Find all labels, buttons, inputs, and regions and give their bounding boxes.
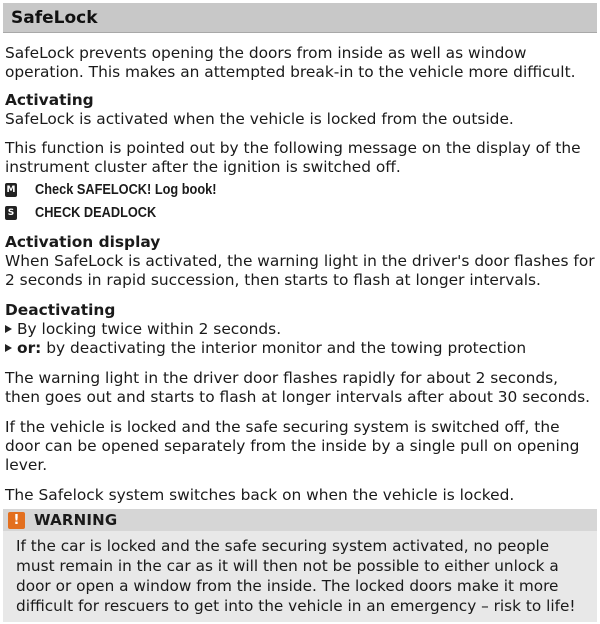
s-badge-icon: S — [5, 206, 17, 220]
deactivating-heading: Deactivating — [5, 301, 116, 319]
warning-text: If the car is locked and the safe securing system activated, no people must remain in the car as it will then not be possible to either unlock a door or open a window from the inside. The locked doors make it more difficult for rescuers to get into the vehicle in an emergency – risk to life! — [16, 537, 576, 615]
bullet-prefix: or: — [17, 339, 42, 357]
activating-heading: Activating — [5, 91, 94, 109]
main-content — [5, 44, 597, 505]
message-text: Check SAFELOCK! Log book! — [35, 181, 217, 198]
bullet-item — [5, 339, 597, 358]
deactivating-paragraph: The Safelock system switches back on when the vehicle is locked. — [5, 486, 515, 504]
activation-display-text: When SafeLock is activated, the warning light in the driver's door flashes for 2 seconds in rapid succession, then starts to flash at longer intervals. — [5, 252, 595, 289]
m-badge-icon: M — [6, 185, 16, 195]
bullet-rest: by deactivating the interior monitor and the towing protection — [41, 339, 527, 357]
bullet-triangle-icon — [5, 344, 12, 352]
deactivating-paragraph: The warning light in the driver door flashes rapidly for about 2 seconds, then goes out and starts to flash at longer intervals after about 30 seconds. — [5, 369, 591, 406]
display-messages — [5, 180, 597, 223]
warning-exclamation-icon: ! — [8, 512, 25, 529]
intro-paragraph: SafeLock prevents opening the doors from inside as well as window operation. This makes an attempted break-in to the vehicle more difficult. — [5, 44, 576, 81]
bullet-item — [5, 320, 597, 339]
bullet-text: By locking twice within 2 seconds. — [17, 320, 282, 338]
warning-box — [3, 509, 597, 622]
activating-info: This function is pointed out by the following message on the display of the instrument cluster after the ignition is switched off. — [5, 139, 581, 176]
message-text: CHECK DEADLOCK — [35, 204, 157, 221]
bullet-text — [17, 339, 526, 358]
message-row-m — [5, 180, 597, 200]
section-header — [3, 3, 597, 33]
section-title: SafeLock — [11, 8, 98, 28]
warning-header — [3, 509, 597, 531]
warning-title: WARNING — [34, 510, 118, 529]
activation-display-heading: Activation display — [5, 233, 161, 251]
activating-text: SafeLock is activated when the vehicle is locked from the outside. — [5, 110, 514, 128]
message-row-s — [5, 203, 597, 223]
deactivating-paragraph: If the vehicle is locked and the safe securing system is switched off, the door can be opened separately from the inside by a single pull on opening lever. — [5, 418, 580, 474]
bullet-triangle-icon — [5, 325, 12, 333]
